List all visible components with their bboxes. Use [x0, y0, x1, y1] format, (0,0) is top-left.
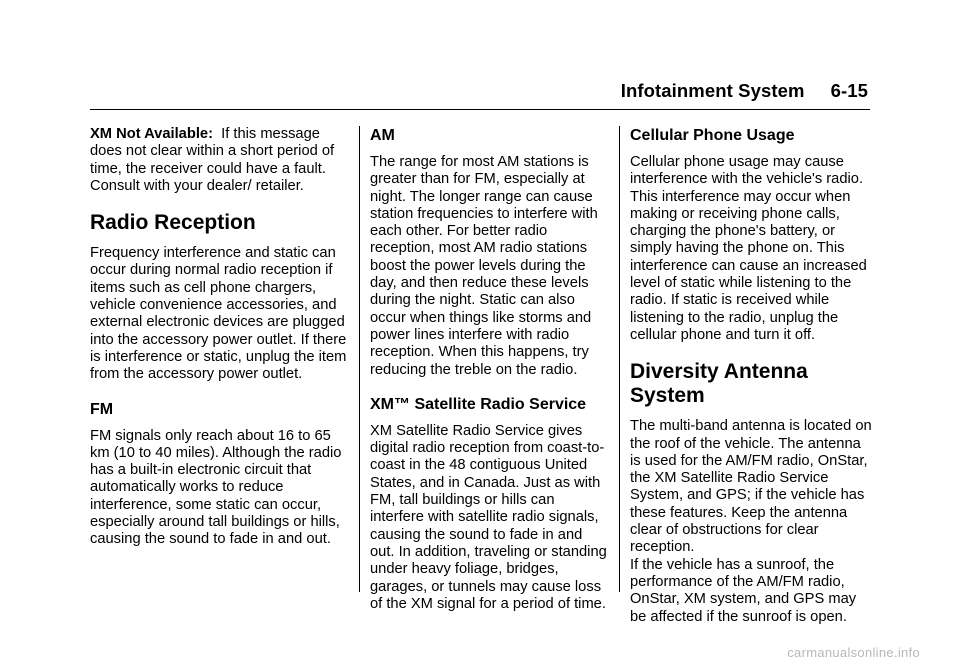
fm-heading: FM	[90, 400, 114, 418]
diversity-antenna-heading: Diversity Antenna System	[630, 360, 808, 408]
column-divider-1	[359, 126, 360, 592]
diversity-antenna-text-1: The multi-band antenna is located on the roof of the vehicle. The antenna is used for the AM/FM radio, OnStar, the XM Satellite Radio Service System, and GPS; if the vehicle has these features. Keep the antenna clear of obstructions for clear reception.	[630, 418, 872, 556]
fm-text: FM signals only reach about 16 to 65 km (10 to 40 miles). Although the radio has a built-in electronic circuit that automatically works to reduce interference, some static can occur, especially around tall buildings or hills, causing the sound to fade in and out.	[90, 427, 342, 548]
column-left	[90, 126, 348, 565]
radio-reception-heading: Radio Reception	[90, 211, 256, 235]
am-text: The range for most AM stations is greater than for FM, especially at night. The longer range can cause station frequencies to interfere with each other. For better radio reception, most AM radio stations boost the power levels during the day, and then reduce these levels during the night. Static can also occur when things like storms and power lines interfere with radio reception. When this happens, try reducing the treble on the radio.	[370, 154, 598, 378]
xm-not-available-paragraph	[90, 126, 348, 195]
watermark: carmanualsonline.info	[787, 645, 920, 660]
column-divider-2	[619, 126, 620, 592]
xm-not-available-text: If this message does not clear within a short period of time, the receiver could have a fault. Consult with your dealer/ retailer.	[90, 126, 335, 194]
cellular-phone-text: Cellular phone usage may cause interference with the vehicle's radio. This interference may occur when making or receiving phone calls, charging the phone's battery, or simply having the phone on. This interference can cause an increased level of static while listening to the radio. If static is received while listening to the radio, unplug the cellular phone and turn it off.	[630, 154, 867, 343]
page-header	[621, 80, 868, 102]
radio-reception-text: Frequency interference and static can occur during normal radio reception if items such as cell phone chargers, vehicle convenience accessories, and external electronic devices are plugged into the accessory power outlet. If there is interference or static, unplug the item from the accessory power outlet.	[90, 245, 347, 383]
xm-satellite-heading: XM™ Satellite Radio Service	[370, 395, 587, 413]
column-right	[630, 126, 874, 642]
header-rule	[90, 109, 870, 110]
xm-satellite-text: XM Satellite Radio Service gives digital radio reception from coast-to-coast in the 48 contiguous United States, and in Canada. Just as with FM, tall buildings or hills can interfere with satellite radio signals, causing the sound to fade in and out. In addition, traveling or standing under heavy foliage, bridges, garages, or tunnels may cause loss of the XM signal for a period of time.	[370, 422, 607, 612]
diversity-antenna-text-2: If the vehicle has a sunroof, the performance of the AM/FM radio, OnStar, XM system, and GPS may be affected if the sunroof is open.	[630, 556, 857, 625]
am-heading: AM	[370, 127, 395, 144]
xm-not-available-label: XM Not Available:	[90, 126, 213, 142]
section-title: Infotainment System	[620, 80, 805, 101]
cellular-phone-heading: Cellular Phone Usage	[630, 127, 795, 144]
page-number: 6-15	[830, 80, 868, 101]
column-middle	[370, 126, 610, 629]
